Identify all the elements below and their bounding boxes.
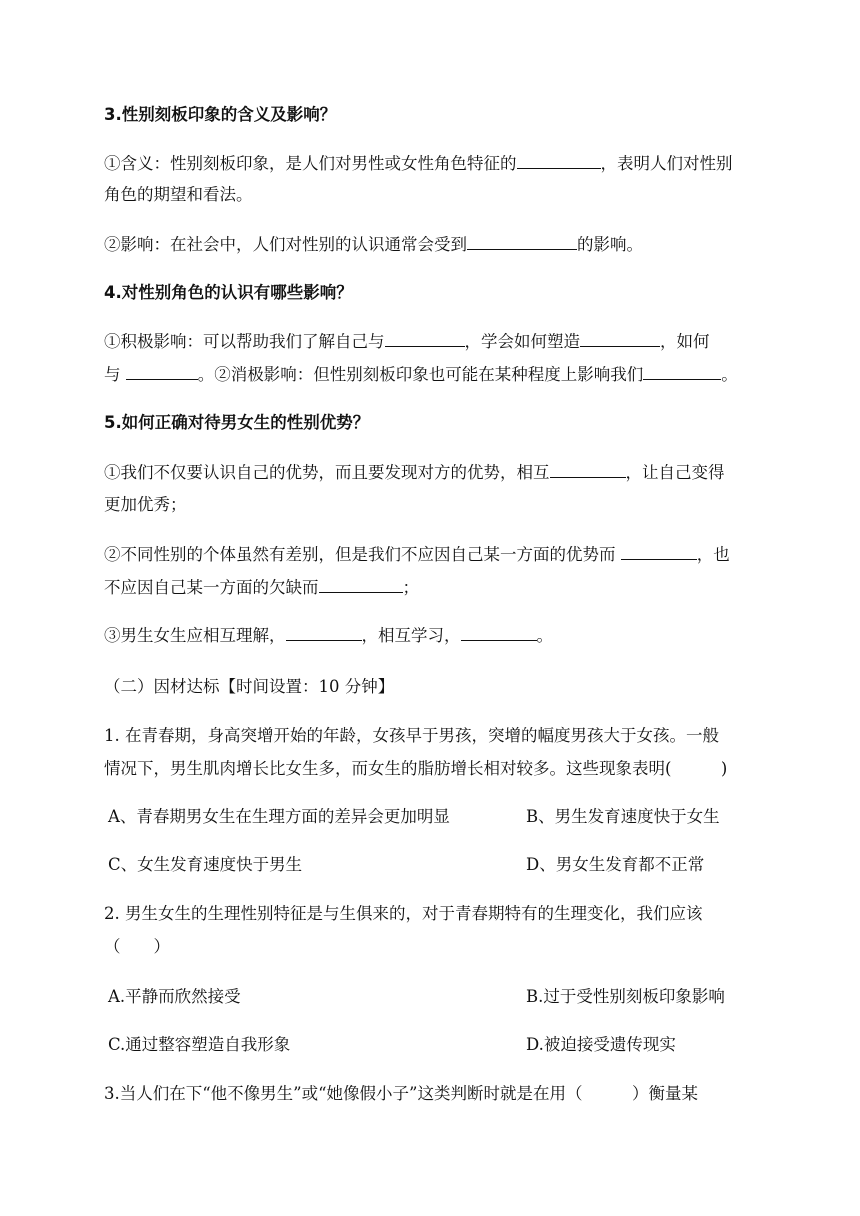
q5-line-4: 不应因自己某一方面的欠缺而 ； <box>104 578 419 597</box>
q3-heading: 3.性别刻板印象的含义及影响？ <box>104 105 337 124</box>
exercise-2-line-2: （ ） <box>104 937 170 956</box>
q3-line-2: 角色的期望和看法。 <box>104 185 253 204</box>
exercise-1-option-c: C、女生发育速度快于男生 <box>108 855 303 874</box>
q5-line-5: ③男生女生应相互理解， ，相互学习， 。 <box>104 626 553 645</box>
exercise-2-option-c: C.通过整容塑造自我形象 <box>108 1035 291 1054</box>
exercise-2-option-a: A.平静而欣然接受 <box>108 987 241 1006</box>
fill-blank <box>517 152 601 169</box>
q4-heading: 4.对性别角色的认识有哪些影响？ <box>104 283 353 302</box>
fill-blank <box>461 624 537 641</box>
q3-line-3: ②影响：在社会中，人们对性别的认识通常会受到 的影响。 <box>104 235 643 254</box>
fill-blank <box>286 624 362 641</box>
q3-line-1: ①含义：性别刻板印象，是人们对男性或女性角色特征的 ，表明人们对性别 <box>104 154 733 173</box>
exercise-1-line-1: 1. 在青春期，身高突增开始的年龄，女孩早于男孩，突增的幅度男孩大于女孩。一般 <box>104 726 719 745</box>
q5-line-2: 更加优秀； <box>104 495 187 514</box>
fill-blank <box>467 233 577 250</box>
q4-line-1: ①积极影响：可以帮助我们了解自己与 ，学会如何塑造 ，如何 <box>104 332 710 351</box>
exercise-2-option-b: B.过于受性别刻板印象影响 <box>526 987 725 1006</box>
exercise-3-line-1: 3.当人们在下“他不像男生”或“她像假小子”这类判断时就是在用（ ）衡量某 <box>104 1084 698 1103</box>
exercise-2-line-1: 2. 男生女生的生理性别特征是与生俱来的，对于青春期特有的生理变化，我们应该 <box>104 904 703 923</box>
exercise-1-option-d: D、男女生发育都不正常 <box>526 855 705 874</box>
fill-blank <box>126 363 198 380</box>
q5-heading: 5.如何正确对待男女生的性别优势？ <box>104 413 370 432</box>
q4-line-2: 与 。②消极影响：但性别刻板印象也可能在某种程度上影响我们 。 <box>104 365 738 384</box>
exercise-1-option-a: A、青春期男女生在生理方面的差异会更加明显 <box>108 807 450 826</box>
fill-blank <box>580 330 660 347</box>
fill-blank <box>550 461 626 478</box>
q5-line-3: ②不同性别的个体虽然有差别，但是我们不应因自己某一方面的优势而 ，也 <box>104 545 730 564</box>
fill-blank <box>643 363 721 380</box>
fill-blank <box>385 330 465 347</box>
fill-blank <box>319 576 403 593</box>
q5-line-1: ①我们不仅要认识自己的优势，而且要发现对方的优势，相互 ，让自己变得 <box>104 463 725 482</box>
exercise-1-line-2: 情况下，男生肌肉增长比女生多，而女生的脂肪增长相对较多。这些现象表明( ) <box>104 759 728 778</box>
exercise-2-option-d: D.被迫接受遗传现实 <box>526 1035 676 1054</box>
exercise-1-option-b: B、男生发育速度快于女生 <box>526 807 720 826</box>
section-title: （二）因材达标【时间设置：10 分钟】 <box>104 677 395 696</box>
fill-blank <box>621 543 697 560</box>
